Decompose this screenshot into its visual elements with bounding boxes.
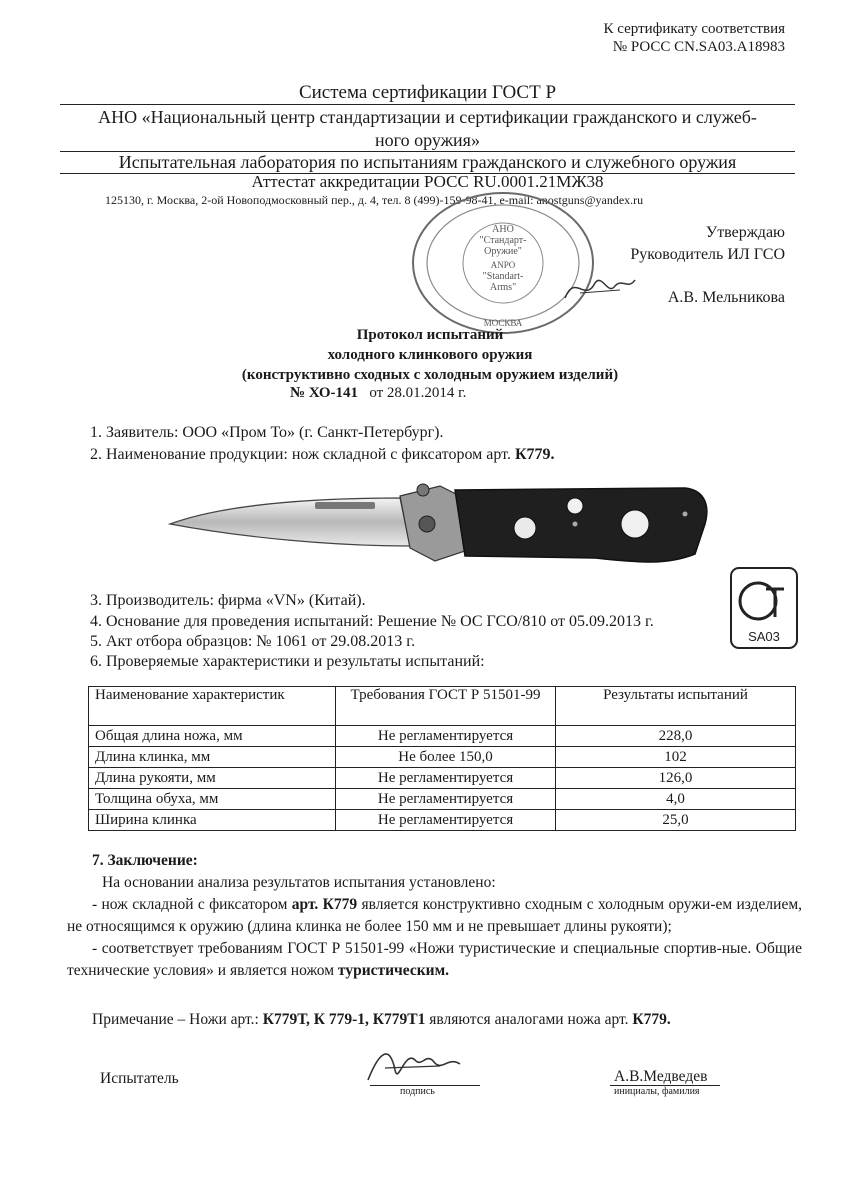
approval-signature bbox=[560, 268, 640, 308]
item-product-article: К779. bbox=[514, 446, 555, 463]
note-d: К779. bbox=[632, 1011, 671, 1028]
stamp-text-4: ANPO bbox=[490, 260, 516, 270]
item-basis: 4. Основание для проведения испытаний: Решение № ОС ГСО/810 от 05.09.2013 г. bbox=[90, 613, 654, 630]
protocol-number: № ХО-141 bbox=[290, 385, 359, 401]
conclusion-point-1 bbox=[67, 894, 802, 938]
conclusion-point-1-article: арт. К779 bbox=[291, 896, 358, 913]
approval-line2: Руководитель ИЛ ГСО bbox=[630, 246, 785, 263]
item-characteristics: 6. Проверяемые характеристики и результаты испытаний: bbox=[90, 653, 485, 670]
approval-name: А.В. Мельникова bbox=[667, 289, 785, 306]
note-b: К779Т, К 779-1, К779Т1 bbox=[262, 1011, 426, 1028]
accreditation: Аттестат аккредитации РОСС RU.0001.21МЖ38 bbox=[251, 172, 604, 191]
stamp-text-6: Arms" bbox=[489, 282, 517, 293]
conclusion-point-2-a: - соответствует требованиям ГОСТ Р 51501-99 «Ножи туристические и специальные спортив-ные. Общие технические условия» и является ножом bbox=[67, 940, 802, 979]
conclusion-title: 7. Заключение: bbox=[92, 852, 198, 869]
header-requirement: Требования ГОСТ Р 51501-99 bbox=[336, 687, 556, 726]
certification-system: Система сертификации ГОСТ Р bbox=[298, 82, 557, 103]
round-stamp bbox=[408, 188, 608, 338]
signature-caption: подпись bbox=[400, 1086, 435, 1097]
conclusion-section bbox=[67, 850, 803, 982]
results-table bbox=[88, 686, 796, 831]
note-c: являются аналогами ножа арт. bbox=[425, 1011, 633, 1028]
cell-result: 102 bbox=[556, 747, 796, 768]
conclusion-point-2-type: туристическим. bbox=[337, 962, 450, 979]
note-a: Примечание – Ножи арт.: bbox=[92, 1011, 263, 1028]
protocol-title-line2: холодного клинкового оружия bbox=[327, 347, 533, 363]
organization-name bbox=[60, 106, 795, 152]
cell-requirement: Не регламентируется bbox=[336, 789, 556, 810]
table-row bbox=[89, 726, 796, 747]
cell-characteristic: Ширина клинка bbox=[89, 810, 336, 831]
item-product-text: 2. Наименование продукции: нож складной с фиксатором арт. bbox=[90, 446, 515, 463]
tester-signature bbox=[360, 1040, 470, 1090]
protocol-title-line1: Протокол испытаний bbox=[356, 327, 504, 343]
cell-characteristic: Толщина обуха, мм bbox=[89, 789, 336, 810]
protocol-number-line bbox=[290, 385, 466, 402]
cell-result: 228,0 bbox=[556, 726, 796, 747]
certificate-reference-line1: К сертификату соответствия bbox=[603, 21, 785, 37]
tester-name: А.В.Медведев bbox=[614, 1068, 708, 1085]
tester-role: Испытатель bbox=[100, 1070, 179, 1087]
header-characteristic: Наименование характеристик bbox=[89, 687, 336, 726]
cell-characteristic: Общая длина ножа, мм bbox=[89, 726, 336, 747]
stamp-city: МОСКВА bbox=[483, 318, 523, 328]
approval-block bbox=[630, 222, 785, 266]
laboratory-name: Испытательная лаборатория по испытаниям гражданского и служебного оружия bbox=[118, 152, 737, 172]
mark-label: SA03 bbox=[748, 629, 780, 644]
conclusion-point-1-c: является конструктивно сходным с холодным оружи-ем изделием, не относящимся к оружию (длина клинка не более 150 мм и не превышает длины рукояти); bbox=[67, 896, 803, 935]
table-row bbox=[89, 789, 796, 810]
address-line: 125130, г. Москва, 2-ой Новоподмосковный пер., д. 4, тел. 8 (499)-159-98-41, e-mail: anostguns@yandex.ru bbox=[105, 193, 644, 207]
cell-result: 126,0 bbox=[556, 768, 796, 789]
item-sampling-act: 5. Акт отбора образцов: № 1061 от 29.08.2013 г. bbox=[90, 633, 416, 650]
organization-line1: АНО «Национальный центр стандартизации и сертификации гражданского и служеб- bbox=[98, 107, 757, 127]
conclusion-intro: На основании анализа результатов испытания установлено: bbox=[102, 874, 496, 891]
table-row bbox=[89, 768, 796, 789]
stamp-text-3: Оружие" bbox=[484, 246, 522, 257]
protocol-title bbox=[150, 325, 710, 385]
table-header-row bbox=[89, 687, 796, 726]
certificate-reference bbox=[604, 20, 785, 56]
name-caption: инициалы, фамилия bbox=[614, 1086, 700, 1097]
note-line bbox=[92, 1011, 671, 1029]
stamp-text-5: "Standart- bbox=[482, 271, 524, 282]
protocol-title-line3: (конструктивно сходных с холодным оружием изделий) bbox=[241, 367, 619, 383]
conclusion-point-1-a: - нож складной с фиксатором bbox=[92, 896, 292, 913]
cell-result: 4,0 bbox=[556, 789, 796, 810]
rst-certification-mark bbox=[728, 565, 800, 651]
stamp-text-1: АНО bbox=[492, 224, 514, 235]
cell-characteristic: Длина клинка, мм bbox=[89, 747, 336, 768]
table-row bbox=[89, 747, 796, 768]
header-rule-1 bbox=[60, 104, 795, 105]
cell-requirement: Не регламентируется bbox=[336, 810, 556, 831]
conclusion-point-2 bbox=[67, 938, 802, 982]
certificate-reference-line2: № РОСС CN.SA03.A18983 bbox=[612, 39, 785, 55]
header-result: Результаты испытаний bbox=[556, 687, 796, 726]
table-row bbox=[89, 810, 796, 831]
cell-requirement: Не более 150,0 bbox=[336, 747, 556, 768]
cell-requirement: Не регламентируется bbox=[336, 726, 556, 747]
cell-requirement: Не регламентируется bbox=[336, 768, 556, 789]
stamp-text-2: "Стандарт- bbox=[479, 235, 527, 246]
approval-line1: Утверждаю bbox=[705, 224, 785, 241]
item-manufacturer: 3. Производитель: фирма «VN» (Китай). bbox=[90, 592, 366, 609]
item-applicant: 1. Заявитель: ООО «Пром То» (г. Санкт-Петербург). bbox=[90, 424, 444, 441]
protocol-date: от 28.01.2014 г. bbox=[369, 385, 467, 401]
item-product bbox=[90, 446, 555, 464]
knife-image bbox=[165, 476, 720, 576]
cell-characteristic: Длина рукояти, мм bbox=[89, 768, 336, 789]
organization-line2: ного оружия» bbox=[375, 130, 480, 150]
cell-result: 25,0 bbox=[556, 810, 796, 831]
